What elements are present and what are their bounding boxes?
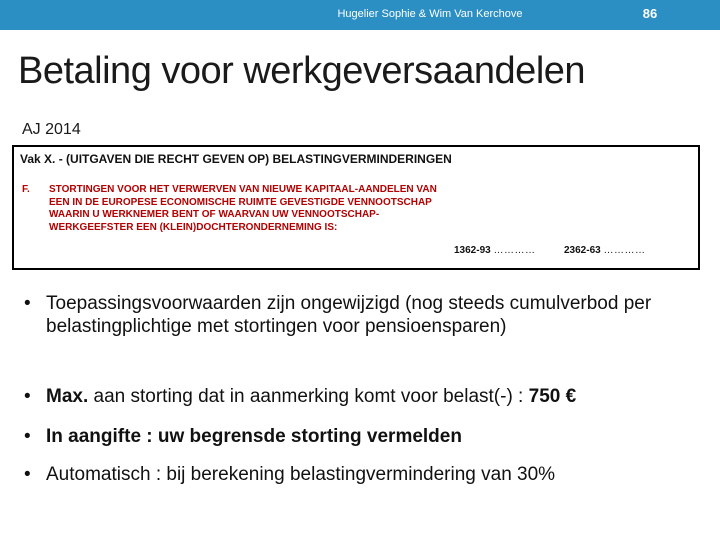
form-code-2-label: 2362-63 — [564, 245, 601, 256]
bullet-item — [24, 385, 704, 408]
form-item-letter: F. — [22, 184, 30, 195]
bullet-text — [46, 385, 704, 408]
form-code-1 — [454, 245, 535, 256]
bullet-bold-prefix: Max. — [46, 386, 89, 407]
page-number: 86 — [642, 6, 658, 21]
bullet-item — [24, 292, 704, 338]
bullet-dot-icon: • — [24, 386, 31, 407]
bullet-item — [24, 425, 704, 448]
form-item-text: STORTINGEN VOOR HET VERWERVEN VAN NIEUWE KAPITAAL-AANDELEN VAN EEN IN DE EUROPESE ECONOMISCHE RUIMTE GEVESTIGDE VENNOOTSCHAP WAARIN U WERKNEMER BENT OF WAARVAN UW VENNOOTSCHAP-WERKGEEFSTER EEN (KLEIN)DOCHTERONDERNEMING IS: — [49, 184, 437, 233]
header-bar — [0, 0, 720, 30]
bullet-dot-icon: • — [24, 464, 31, 485]
form-heading: Vak X. - (UITGAVEN DIE RECHT GEVEN OP) BELASTINGVERMINDERINGEN — [20, 152, 452, 166]
bullet-body: aan storting dat in aanmerking komt voor belast(-) : — [88, 386, 529, 407]
bullet-dot-icon: • — [24, 293, 31, 314]
bullet-text: In aangifte : uw begrensde storting vermelden — [46, 426, 462, 447]
form-code-1-dots: ………… — [493, 245, 536, 256]
bullet-bold-amount: 750 € — [528, 386, 577, 407]
bullet-dot-icon: • — [24, 426, 31, 447]
bullet-text: Automatisch : bij berekening belastingvermindering van 30% — [46, 464, 556, 485]
page-title: Betaling voor werkgeversaandelen — [18, 50, 586, 92]
page-subtitle: AJ 2014 — [22, 121, 81, 138]
header-author: Hugelier Sophie & Wim Van Kerchove — [337, 8, 523, 20]
tax-form-excerpt — [12, 145, 700, 270]
form-code-1-label: 1362-93 — [454, 245, 491, 256]
bullet-item — [24, 463, 704, 486]
form-code-2 — [564, 245, 645, 256]
bullet-text: Toepassingsvoorwaarden zijn ongewijzigd (nog steeds cumulverbod per belastingplichtige met stortingen voor pensioensparen) — [46, 293, 652, 337]
form-code-2-dots: ………… — [603, 245, 646, 256]
